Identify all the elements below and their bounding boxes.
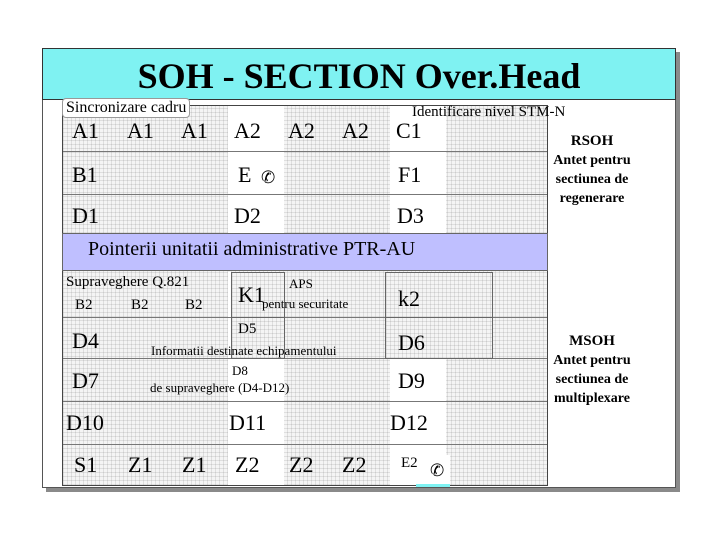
stm-id-label: Identificare nivel STM-N [412,104,566,120]
telephone-icon: ✆ [261,168,276,187]
telephone-icon: ✆ [430,461,445,480]
cell-s1: S1 [74,452,98,477]
cell-k1: K1 [238,282,265,307]
row-separator [63,444,548,445]
aps-label: APS [289,276,313,291]
msoh-line: Antet pentru [553,353,631,368]
cell-d12: D12 [390,410,428,435]
cell-b2: B2 [131,297,149,313]
cell-a2: A2 [288,118,315,143]
cell-d9: D9 [398,368,425,393]
cell-d6: D6 [398,330,425,355]
msoh-line: sectiunea de [555,372,629,387]
cell-b2: B2 [75,297,93,313]
cell-z2: Z2 [289,452,314,477]
row-separator [63,401,548,402]
cell-d4: D4 [72,328,99,353]
cell-a2: A2 [342,118,369,143]
cell-b2: B2 [185,297,203,313]
cell-a1: A1 [72,118,99,143]
rsoh-annotation [542,132,642,208]
msoh-annotation [542,332,642,408]
cell-a1: A1 [127,118,154,143]
msoh-line: multiplexare [554,391,630,406]
cell-a2: A2 [234,118,261,143]
cell-a1: A1 [181,118,208,143]
supervision-range-label: de supraveghere (D4-D12) [150,380,290,395]
cell-c1: C1 [396,118,422,143]
cell-d5: D5 [238,321,257,337]
cell-f1: F1 [398,162,422,187]
cell-e: E [238,162,252,187]
cell-b1: B1 [72,162,98,187]
cell-z2: Z2 [235,452,260,477]
cell-z1: Z1 [128,452,153,477]
info-label: Informatii destinate echipamentului [151,343,337,358]
cell-d2: D2 [234,203,261,228]
cell-d1: D1 [72,203,99,228]
supervision-label: Supraveghere Q.821 [66,274,190,290]
row-separator [63,151,548,152]
pointer-label: Pointerii unitatii administrative PTR-AU [88,238,416,260]
cell-d8: D8 [232,363,248,378]
cell-k2: k2 [398,286,420,311]
page-title: SOH - SECTION Over.Head [137,56,581,96]
cell-z1: Z1 [182,452,207,477]
frame-sync-label: Sincronizare cadru [62,98,190,118]
cell-d11: D11 [229,410,267,435]
cell-e2: E2 [401,455,418,471]
row-separator [63,194,548,195]
cell-z2: Z2 [342,452,367,477]
cell-d7: D7 [72,368,99,393]
rsoh-line: sectiunea de [555,172,629,187]
cell-d10: D10 [66,410,104,435]
rsoh-line: regenerare [559,191,625,206]
rsoh-heading: RSOH [570,133,614,149]
msoh-heading: MSOH [569,333,615,349]
cell-d3: D3 [397,203,424,228]
rsoh-line: Antet pentru [553,153,631,168]
aps-description: pentru securitate [262,296,349,311]
